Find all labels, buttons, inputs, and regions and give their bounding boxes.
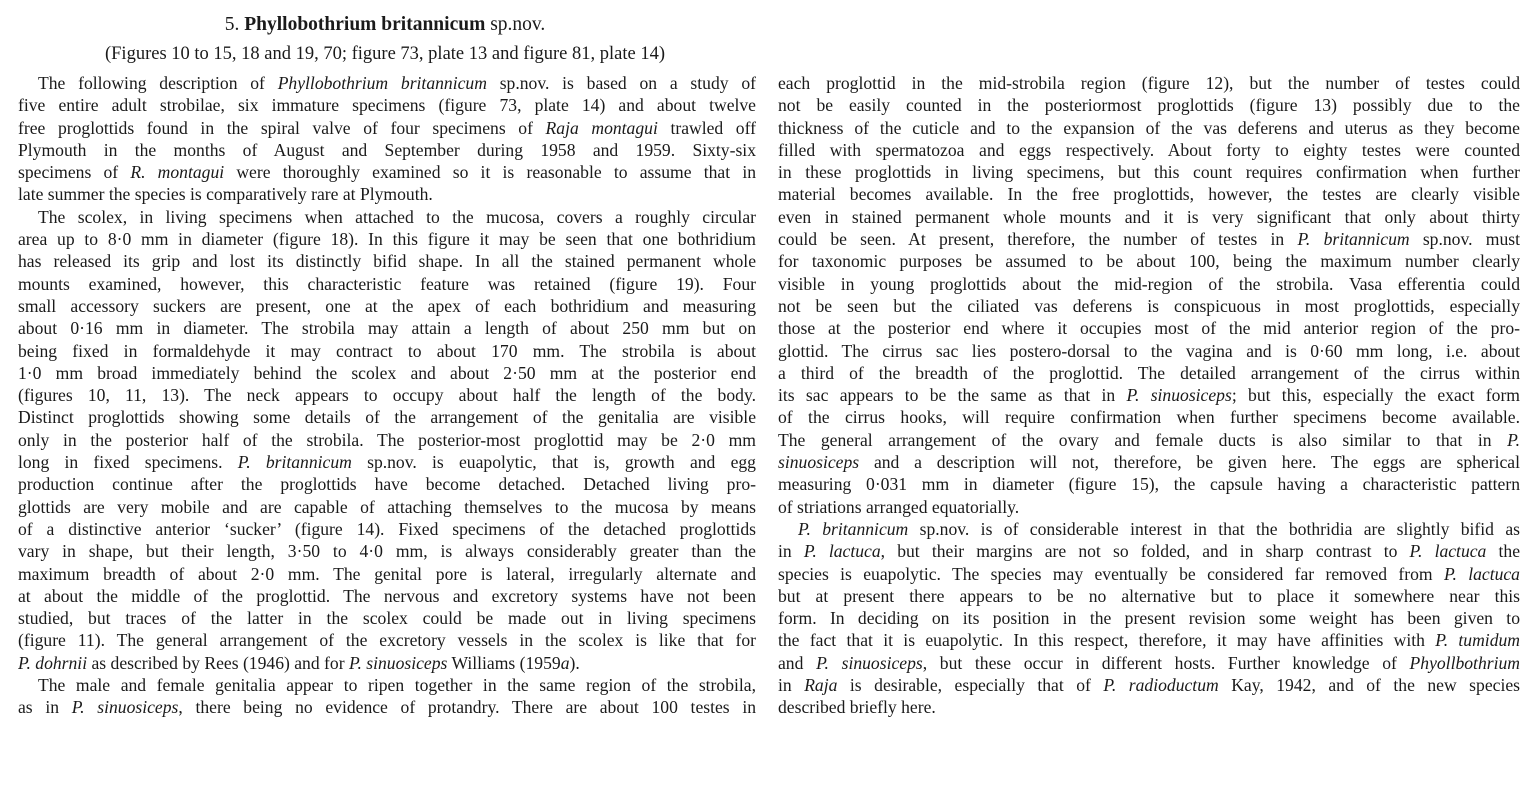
italic-term: R. montagui [130, 162, 225, 183]
species-name: Phyllobothrium britannicum [244, 14, 486, 35]
text-line [778, 340, 1520, 362]
text-line [778, 250, 1520, 272]
text-span: those at the posterior end where it occupies most of the mid anterior region of the pro- [778, 318, 1520, 339]
text-span: vary in shape, but their length, 3·50 to 4·0 mm, is always considerably greater than the [18, 541, 756, 562]
text-line [778, 72, 1520, 94]
text-span: The general arrangement of the ovary and female ducts is also similar to that in [778, 429, 1508, 450]
text-line [778, 629, 1520, 651]
text-span: production continue after the proglottids have become detached. Detached living pro- [18, 474, 756, 495]
text-line [778, 652, 1520, 674]
text-line [18, 540, 756, 562]
text-line [18, 406, 756, 428]
italic-term: P. lactuca [1443, 563, 1520, 584]
text-span: sp.nov. is euapolytic, that is, growth and egg [351, 452, 756, 473]
text-span: ; but this, especially the exact form [1231, 385, 1520, 406]
text-line [18, 250, 756, 272]
text-span: of striations arranged equatorially. [778, 496, 1020, 517]
text-span: and a description will not, therefore, be given here. The eggs are spherical [859, 452, 1520, 473]
text-span: species is euapolytic. The species may eventually be considered far removed from [778, 563, 1444, 584]
text-span: The male and female genitalia appear to ripen together in the same region of the strobila, [38, 675, 756, 696]
text-span: about 0·16 mm in diameter. The strobila may attain a length of about 250 mm but on [18, 318, 756, 339]
text-line [778, 607, 1520, 629]
text-line [18, 384, 756, 406]
italic-term: sinuosiceps [778, 452, 860, 473]
text-span: trawled off [657, 117, 756, 138]
text-span: filled with spermatozoa and eggs respectively. About forty to eighty testes were counted [778, 139, 1520, 160]
text-line [18, 295, 756, 317]
text-span: as in [18, 697, 72, 718]
text-line [778, 451, 1520, 473]
text-span: the [1486, 541, 1520, 562]
text-span: at about the middle of the proglottid. The nervous and excretory systems have not been [18, 585, 756, 606]
text-span: were thoroughly examined so it is reasonable to assume that in [224, 162, 756, 183]
text-span: Kay, 1942, and of the new species [1218, 675, 1520, 696]
text-line [18, 72, 756, 94]
text-span: being fixed in formaldehyde it may contract to about 170 mm. The strobila is about [18, 340, 756, 361]
text-span: its sac appears to be the same as that in [778, 385, 1127, 406]
text-span: The scolex, in living specimens when attached to the mucosa, covers a roughly circular [38, 206, 756, 227]
italic-term: a [560, 652, 570, 673]
text-line [778, 228, 1520, 250]
right-column [778, 72, 1520, 719]
italic-term: P. sinuosiceps [71, 697, 179, 718]
text-line [778, 273, 1520, 295]
text-line [18, 585, 756, 607]
text-line [778, 183, 1520, 205]
text-span: sp.nov. is of considerable interest in that the bothridia are slightly bifid as [908, 518, 1520, 539]
text-span: in [778, 541, 804, 562]
text-line [18, 94, 756, 116]
text-line [18, 273, 756, 295]
italic-term: P. lactuca [1409, 541, 1487, 562]
text-span: described briefly here. [778, 697, 936, 718]
text-span: Plymouth in the months of August and September during 1958 and 1959. Sixty-six [18, 139, 756, 160]
text-line [778, 674, 1520, 696]
text-span: has released its grip and lost its distinctly bifid shape. In all the stained permanent whole [18, 251, 756, 272]
italic-term: Phyollbothrium [1409, 652, 1520, 673]
text-span: late summer the species is comparatively rare at Plymouth. [18, 184, 433, 205]
text-span: maximum breadth of about 2·0 mm. The genital pore is lateral, irregularly alternate and [18, 563, 756, 584]
text-span: ). [569, 652, 580, 673]
text-span: sp.nov. must [1409, 229, 1520, 250]
text-line [778, 117, 1520, 139]
text-span: and [778, 652, 817, 673]
text-span: for taxonomic purposes be assumed to be about 100, being the maximum number clearly [778, 251, 1520, 272]
text-line [778, 384, 1520, 406]
text-span: form. In deciding on its position in the present revision some weight has been given to [778, 608, 1520, 629]
text-line [18, 362, 756, 384]
text-span: as described by Rees (1946) and for [87, 652, 349, 673]
text-line [778, 362, 1520, 384]
text-line [18, 228, 756, 250]
text-span: specimens of [18, 162, 131, 183]
text-span: is desirable, especially that of [837, 675, 1104, 696]
text-span: material becomes available. In the free proglottids, however, the testes are clearly visible [778, 184, 1520, 205]
text-span: Distinct proglottids showing some details of the arrangement of the genitalia are visible [18, 407, 756, 428]
text-span: area up to 8·0 mm in diameter (figure 18). In this figure it may be seen that one bothridium [18, 229, 756, 250]
text-span: in [778, 675, 805, 696]
text-span: in these proglottids in living specimens, but this count requires confirmation when further [778, 162, 1520, 183]
text-line [18, 429, 756, 451]
text-line [18, 183, 756, 205]
text-span: glottid. The cirrus sac lies postero-dorsal to the vagina and is 0·60 mm long, i.e. about [778, 340, 1520, 361]
text-line [18, 161, 756, 183]
italic-term: P. sinuosiceps [816, 652, 923, 673]
text-line [778, 473, 1520, 495]
text-line [18, 607, 756, 629]
text-span: (figure 11). The general arrangement of the excretory vessels in the scolex is like that for [18, 630, 756, 651]
text-span: small accessory suckers are present, one at the apex of each bothridium and measuring [18, 295, 756, 316]
text-span: only in the posterior half of the strobila. The posterior-most proglottid may be 2·0 mm [18, 429, 756, 450]
text-span: a third of the breadth of the proglottid. The detailed arrangement of the cirrus within [778, 362, 1520, 383]
text-line [18, 117, 756, 139]
text-span: but at present there appears to be no alternative but to place it somewhere near this [778, 585, 1520, 606]
text-line [18, 206, 756, 228]
italic-term: P. [1507, 429, 1520, 450]
figures-reference: (Figures 10 to 15, 18 and 19, 70; figure 73, plate 13 and figure 81, plate 14) [104, 44, 666, 64]
text-line [18, 652, 756, 674]
species-suffix: sp.nov. [490, 14, 546, 35]
text-span: not be easily counted in the posteriormost proglottids (figure 13) possibly due to the [778, 95, 1520, 116]
text-line [778, 206, 1520, 228]
italic-term: P. radioductum [1103, 675, 1219, 696]
text-span: each proglottid in the mid-strobila region (figure 12), but the number of testes could [778, 73, 1520, 93]
text-span: The following description of [38, 73, 278, 93]
text-line [778, 429, 1520, 451]
text-span: thickness of the cuticle and to the expansion of the vas deferens and uterus as they become [778, 117, 1520, 138]
text-span: , but their margins are not so folded, and in sharp contrast to [880, 541, 1410, 562]
italic-term: P. britannicum [798, 518, 909, 539]
text-line [778, 406, 1520, 428]
text-line [18, 340, 756, 362]
italic-term: P. sinuosiceps [1126, 385, 1232, 406]
italic-term: P. dohrnii [18, 652, 88, 673]
text-line [18, 563, 756, 585]
text-span: , there being no evidence of protandry. There are about 100 testes in [178, 697, 756, 718]
text-line [18, 317, 756, 339]
text-span: the fact that it is euapolytic. In this respect, therefore, it may have affinities with [778, 630, 1436, 651]
text-span: measuring 0·031 mm in diameter (figure 15), the capsule having a characteristic pattern [778, 474, 1520, 495]
text-line [778, 563, 1520, 585]
italic-term: Phyllobothrium britannicum [277, 73, 487, 93]
text-span: not be seen but the ciliated vas deferens is conspicuous in most proglottids, especially [778, 295, 1520, 316]
text-line [778, 139, 1520, 161]
text-line [18, 696, 756, 718]
text-line [778, 295, 1520, 317]
text-span: visible in young proglottids about the mid-region of the strobila. Vasa efferentia could [778, 273, 1520, 294]
italic-term: P. sinuosiceps [348, 652, 448, 673]
text-span: Williams (1959 [447, 652, 561, 673]
text-line [18, 473, 756, 495]
text-span: sp.nov. is based on a study of [486, 73, 756, 93]
italic-term: Raja montagui [545, 117, 658, 138]
italic-term: P. lactuca [803, 541, 881, 562]
italic-term: Raja [804, 675, 838, 696]
text-line [778, 161, 1520, 183]
text-span: glottids are very mobile and are capable of attaching themselves to the mucosa by means [18, 496, 756, 517]
text-span: mounts examined, however, this characteristic feature was retained (figure 19). Four [18, 273, 756, 294]
text-span: studied, but traces of the latter in the scolex could be made out in living specimens [18, 608, 756, 629]
text-line [778, 518, 1520, 540]
text-line [778, 540, 1520, 562]
section-number: 5. [224, 14, 240, 35]
text-line [778, 696, 1520, 718]
text-line [18, 518, 756, 540]
section-heading [0, 14, 770, 36]
text-span: of the cirrus hooks, will require confirmation when further specimens become available. [778, 407, 1520, 428]
text-line [18, 674, 756, 696]
italic-term: P. tumidum [1435, 630, 1520, 651]
text-span: five entire adult strobilae, six immature specimens (figure 73, plate 14) and about twelve [18, 95, 756, 116]
text-line [778, 94, 1520, 116]
text-span: free proglottids found in the spiral valve of four specimens of [18, 117, 546, 138]
text-span: (figures 10, 11, 13). The neck appears to occupy about half the length of the body. [18, 385, 756, 406]
text-line [18, 629, 756, 651]
text-line [18, 139, 756, 161]
text-line [18, 496, 756, 518]
text-span: , but these occur in different hosts. Further knowledge of [922, 652, 1410, 673]
text-line [18, 451, 756, 473]
text-line [778, 496, 1520, 518]
text-span: of a distinctive anterior ‘sucker’ (figure 14). Fixed specimens of the detached proglottids [18, 518, 756, 539]
text-span: could be seen. At present, therefore, the number of testes in [778, 229, 1298, 250]
text-line [778, 585, 1520, 607]
italic-term: P. britannicum [1297, 229, 1410, 250]
text-span: 1·0 mm broad immediately behind the scolex and about 2·50 mm at the posterior end [18, 362, 756, 383]
italic-term: P. britannicum [237, 452, 352, 473]
text-line [778, 317, 1520, 339]
text-span: long in fixed specimens. [18, 452, 238, 473]
left-column [18, 72, 756, 719]
text-span: even in stained permanent whole mounts and it is very significant that only about thirty [778, 206, 1520, 227]
